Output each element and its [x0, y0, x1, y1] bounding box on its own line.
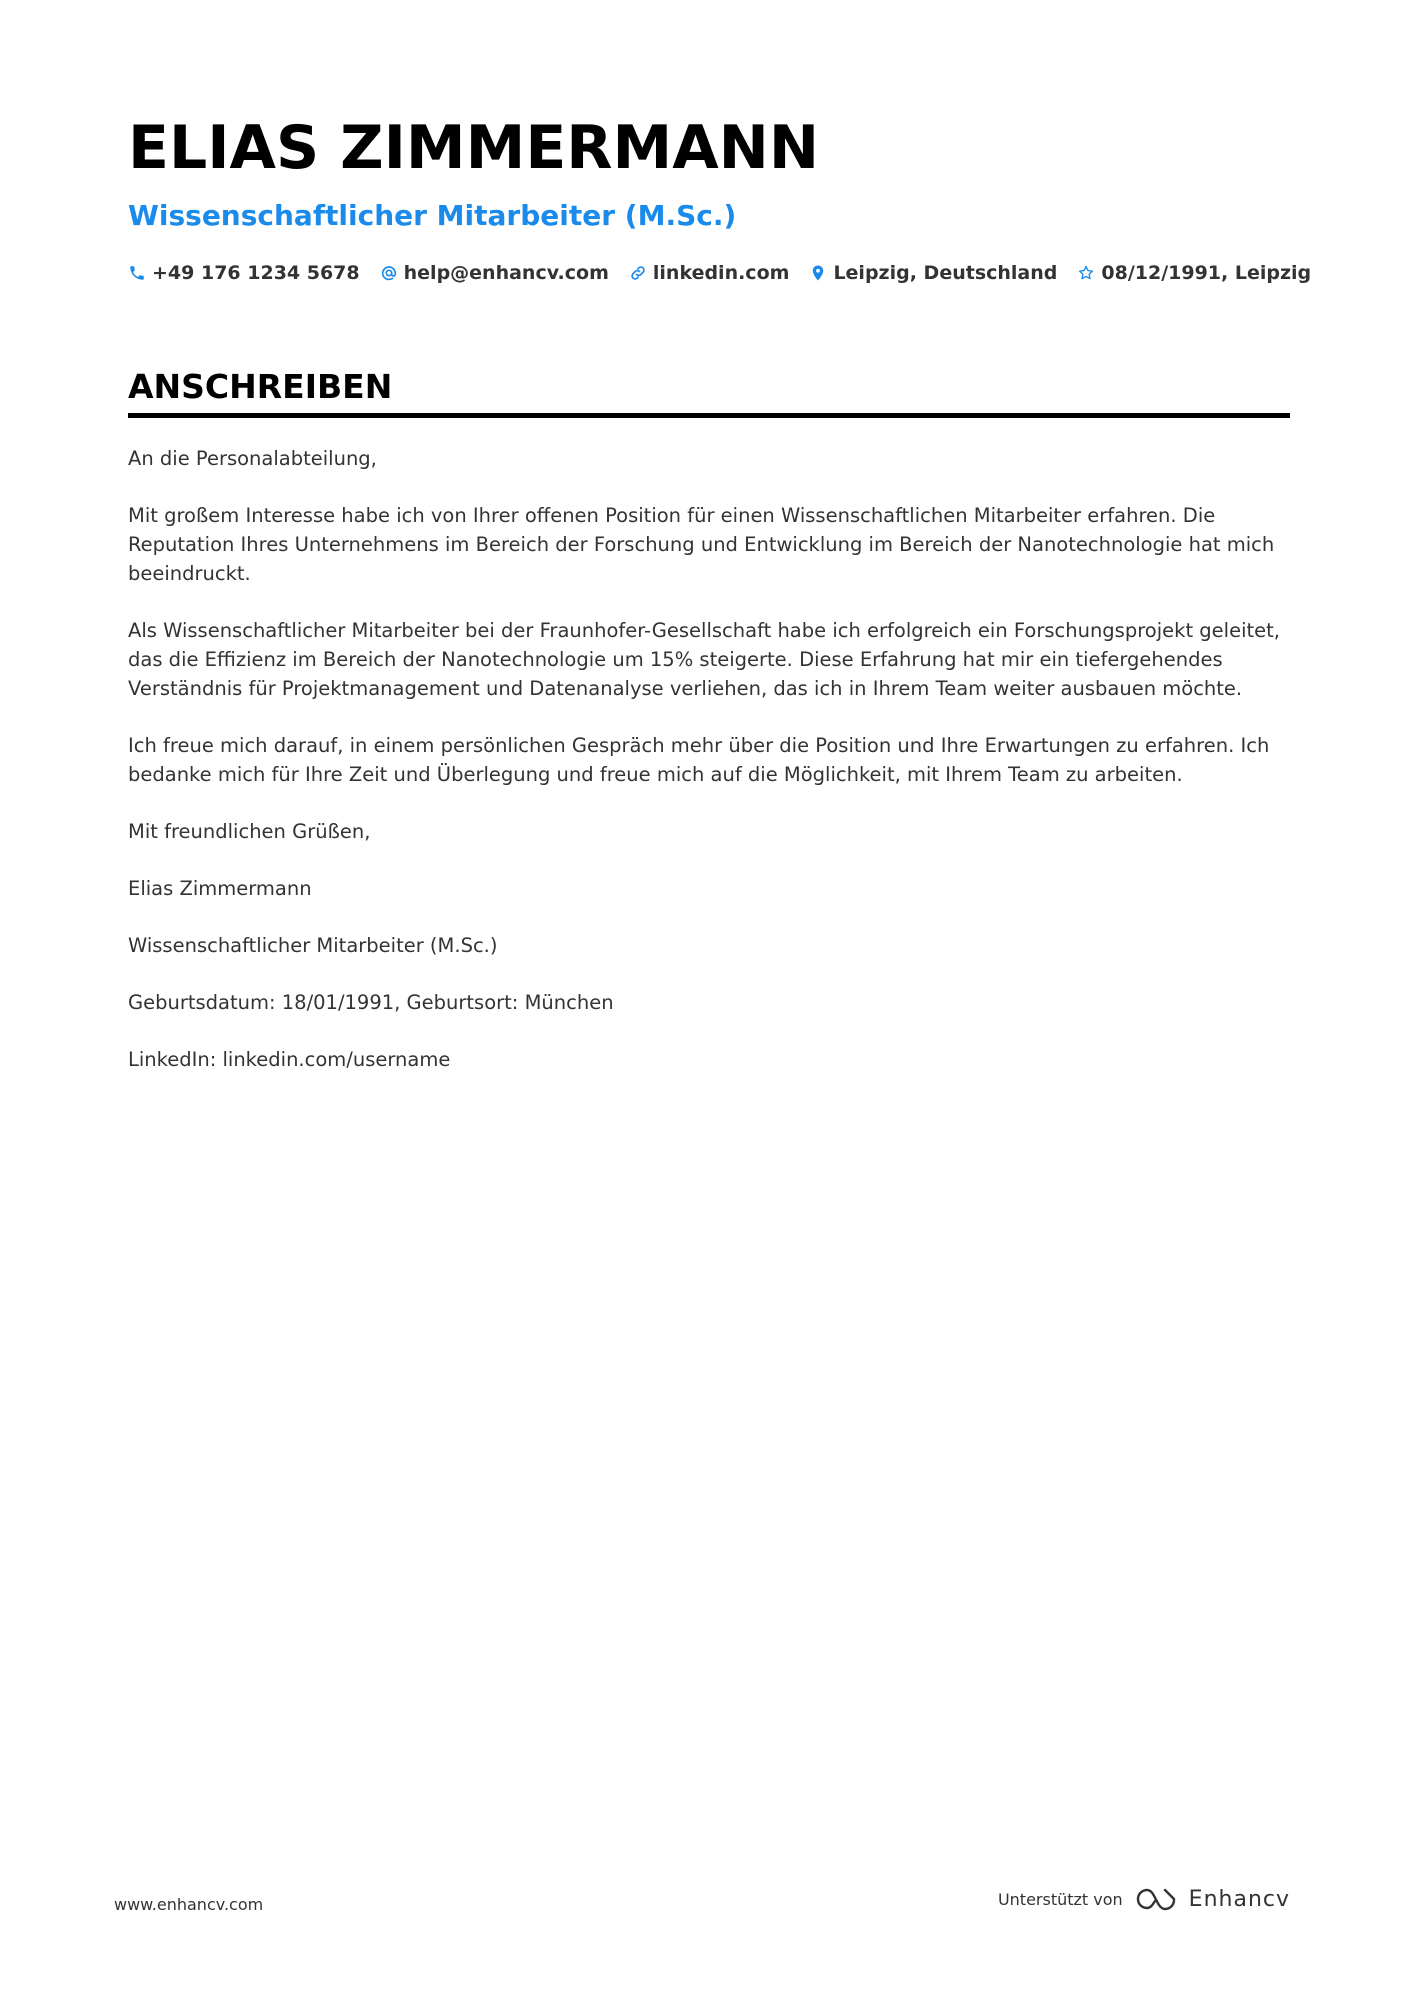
brand-logo[interactable] — [1135, 1886, 1290, 1912]
cover-letter-section — [128, 365, 1290, 1102]
contact-linkedin[interactable] — [629, 262, 790, 284]
applicant-title: Wissenschaftlicher Mitarbeiter (M.Sc.) — [128, 199, 737, 232]
letter-birth-info: Geburtsdatum: 18/01/1991, Geburtsort: München — [128, 991, 614, 1014]
star-icon — [1077, 264, 1095, 282]
letter-signature-name: Elias Zimmermann — [128, 877, 312, 900]
powered-by-label: Unterstützt von — [997, 1889, 1123, 1909]
contact-phone-text: +49 176 1234 5678 — [152, 262, 360, 284]
location-pin-icon — [809, 264, 827, 282]
contact-bar — [128, 262, 1312, 284]
contact-email-text: help@enhancv.com — [403, 262, 609, 284]
letter-greeting: An die Personalabteilung, — [128, 447, 377, 470]
applicant-name: ELIAS ZIMMERMANN — [128, 113, 820, 183]
contact-birth — [1077, 262, 1311, 284]
letter-signature-title: Wissenschaftlicher Mitarbeiter (M.Sc.) — [128, 934, 498, 957]
link-icon — [629, 264, 647, 282]
letter-closing: Mit freundlichen Grüßen, — [128, 820, 371, 843]
phone-icon — [128, 264, 146, 282]
brand-name: Enhancv — [1188, 1886, 1290, 1912]
section-title: ANSCHREIBEN — [128, 367, 393, 406]
letter-body — [128, 444, 1290, 1074]
contact-location-text: Leipzig, Deutschland — [833, 262, 1058, 284]
letter-paragraph: Als Wissenschaftlicher Mitarbeiter bei der Fraunhofer-Gesellschaft habe ich erfolgreich ein Forschungsprojekt geleitet, das die Effizienz im Bereich der Nanotechnologie um 15% steigerte. Diese Erfahrung hat mir ein tiefergehendes Verständnis für Projektmanagement und Datenanalyse verliehen, das ich in Ihrem Team weiter ausbauen möchte. — [128, 619, 1280, 700]
footer-website[interactable]: www.enhancv.com — [114, 1895, 264, 1914]
letter-linkedin: LinkedIn: linkedin.com/username — [128, 1048, 451, 1071]
header — [128, 108, 1312, 284]
contact-location — [809, 262, 1057, 284]
contact-birth-text: 08/12/1991, Leipzig — [1101, 262, 1312, 284]
letter-paragraph: Mit großem Interesse habe ich von Ihrer offenen Position für einen Wissenschaftlichen Mitarbeiter erfahren. Die Reputation Ihres Unternehmens im Bereich der Forschung und Entwicklung im Bereich der Nanotechnologie hat mich beeindruckt. — [128, 504, 1275, 585]
letter-paragraph: Ich freue mich darauf, in einem persönlichen Gespräch mehr über die Position und Ihre Erwartungen zu erfahren. Ich bedanke mich für Ihre Zeit und Überlegung und freue mich auf die Möglichkeit, mit Ihrem Team zu arbeiten. — [128, 734, 1270, 786]
contact-linkedin-text: linkedin.com — [652, 262, 790, 284]
at-icon — [380, 264, 398, 282]
contact-email[interactable] — [380, 262, 609, 284]
enhancv-logo-icon — [1135, 1886, 1179, 1912]
footer-branding — [998, 1886, 1290, 1912]
section-divider — [128, 413, 1290, 418]
contact-phone[interactable] — [128, 262, 360, 284]
